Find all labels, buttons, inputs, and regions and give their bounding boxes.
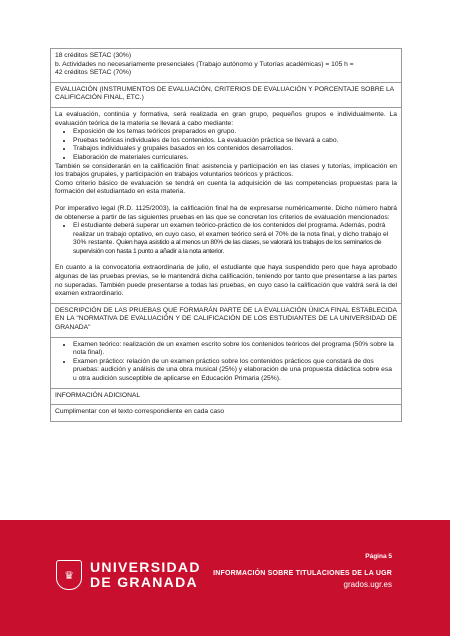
evaluation-body xyxy=(51,107,401,303)
evaluation-header-text: EVALUACIÓN (INSTRUMENTOS DE EVALUACIÓN, CRITERIOS DE EVALUACIÓN Y PORCENTAJE SOBRE LA CALIFICACIÓN FINAL, ETC.) xyxy=(55,85,394,102)
evaluation-paragraph: En cuanto a la convocatoria extraordinaria de julio, el estudiante que haya suspendido pero que haya aprobado algunas de las pruebas previas, se le mantendrá dicha calificación, teniendo por tanto que presentarse a las partes no superadas. También puede presentarse a todas las pruebas, en cuyo caso la calificación que valdrá será la del examen extraordinario. xyxy=(55,264,397,298)
hours-line-3: 42 créditos SETAC (70%) xyxy=(55,69,132,77)
unica-item: • Examen teórico: realización de un examen escrito sobre los contenidos teóricos del programa (50% sobre la nota final). xyxy=(73,341,397,358)
hours-line-2: b. Actividades no necesariamente presenciales (Trabajo autónomo y Tutorías académicas) = 105 h = xyxy=(55,60,354,68)
document-table xyxy=(50,48,402,422)
exam-text: El estudiante deberá superar un examen teórico-práctico de los contenidos del programa. Además, podrá realizar un trabajo optativo, en cuyo caso, el examen teórico será el 70% de la nota final, y dicho trabajo el 30% restante. xyxy=(73,222,389,247)
evaluation-item: • Pruebas teóricas individuales de los contenidos. La evaluación práctica se llevará a cabo. xyxy=(73,137,397,146)
footer-info xyxy=(213,570,392,589)
evaluation-intro: La evaluación, continúa y formativa, será realizada en gran grupo, pequeños grupos e individualmente. La evaluación teórica de la materia se llevará a cabo mediante: xyxy=(55,110,397,127)
additional-info-header-text: INFORMACIÓN ADICIONAL xyxy=(55,391,141,399)
university-name-line-2: DE GRANADA xyxy=(90,574,198,590)
page-footer xyxy=(0,520,450,636)
unica-list xyxy=(55,341,397,384)
evaluation-list xyxy=(55,128,397,162)
additional-info-body xyxy=(51,404,401,421)
hours-line-1: 18 créditos SETAC (30%) xyxy=(55,52,132,59)
unica-header xyxy=(51,303,401,337)
evaluation-header xyxy=(51,82,401,107)
exam-list xyxy=(55,222,397,256)
university-name-line-1: UNIVERSIDAD xyxy=(90,559,201,575)
crest-icon: ♛ xyxy=(56,560,82,590)
footer-site-link[interactable]: grados.ugr.es xyxy=(343,580,392,589)
evaluation-item: • Exposición de los temas teóricos preparados en grupo. xyxy=(73,128,397,137)
evaluation-item: • Elaboración de materiales curriculares. xyxy=(73,154,397,163)
exam-item xyxy=(73,222,397,256)
unica-item: • Examen práctico: relación de un examen práctico sobre los contenidos prácticos que constará de dos pruebas: audición y análisis de una obra musical (25%) y elaboración de una propuesta didáctica sobre esa u otra audición susceptible de aplicarse en Educación Primaria (25%). xyxy=(73,358,397,384)
seminar-note: Quien haya asistido a al menos un 80% de las clases, se valorará los trabajos de los seminarios de supervisión con hasta 1 punto a añadir a la nota anterior. xyxy=(73,239,382,255)
additional-info-header xyxy=(51,388,401,405)
evaluation-paragraph: Como criterio básico de evaluación se tendrá en cuenta la adquisición de las competencias propuestas para la formación del estudiantado en esta materia. xyxy=(55,179,397,196)
evaluation-item: • Trabajos individuales y grupales basados en los contenidos desarrollados. xyxy=(73,145,397,154)
evaluation-paragraph: También se considerarán en la calificación final: asistencia y participación en las clases y tutorías, implicación en los trabajos grupales, y participación en trabajos voluntarios teóricos y prácticos. xyxy=(55,162,397,179)
evaluation-paragraph: Por imperativo legal (R.D. 1125/2003), la calificación final ha de expresarse numéricamente. Dicho número habrá de obtenerse a partir de las siguientes pruebas en las que se concretan los criterios de evaluación mencionados: xyxy=(55,204,397,221)
university-name xyxy=(90,560,201,590)
hours-cell xyxy=(51,49,401,82)
unica-header-text: DESCRIPCIÓN DE LAS PRUEBAS QUE FORMARÁN PARTE DE LA EVALUACIÓN ÚNICA FINAL ESTABLECIDA EN LA "NORMATIVA DE EVALUACIÓN Y DE CALIFICACIÓN DE LOS ESTUDIANTES DE LA UNIVERSIDAD DE GRANADA" xyxy=(55,306,397,332)
university-logo xyxy=(56,560,201,590)
additional-info-text: Cumplimentar con el texto correspondiente en cada caso xyxy=(55,408,225,416)
footer-info-title: INFORMACIÓN SOBRE TITULACIONES DE LA UGR xyxy=(213,570,392,577)
unica-body xyxy=(51,337,401,388)
page-number: Página 5 xyxy=(365,553,392,560)
